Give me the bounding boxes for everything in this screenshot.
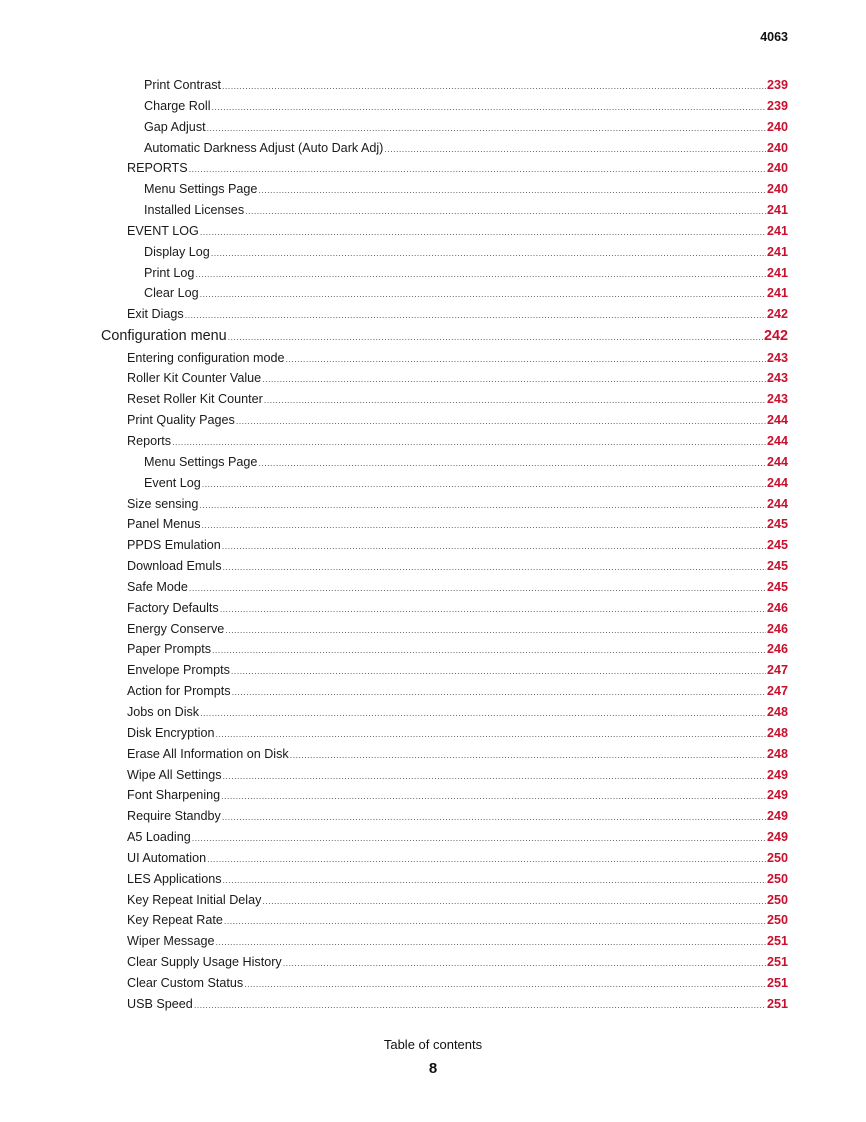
toc-entry[interactable]	[100, 663, 788, 684]
toc-entry-title[interactable]: USB Speed	[127, 996, 193, 1011]
toc-entry-page-link[interactable]: 249	[766, 809, 788, 824]
toc-entry[interactable]	[100, 622, 788, 643]
toc-entry-page-link[interactable]: 241	[766, 265, 788, 280]
toc-entry-page-link[interactable]: 241	[766, 286, 788, 301]
toc-entry[interactable]	[100, 726, 788, 747]
toc-entry[interactable]	[100, 476, 788, 497]
toc-entry-page-link[interactable]: 250	[766, 892, 788, 907]
toc-entry-title[interactable]: Wipe All Settings	[127, 767, 222, 782]
toc-entry[interactable]	[100, 768, 788, 789]
toc-entry-title[interactable]: Automatic Darkness Adjust (Auto Dark Adj)	[144, 140, 384, 155]
toc-dot-leader	[202, 521, 766, 530]
toc-entry-page-link[interactable]: 243	[766, 371, 788, 386]
toc-entry-page-link[interactable]: 240	[766, 182, 788, 197]
toc-entry[interactable]	[100, 684, 788, 705]
toc-entry-title[interactable]: Font Sharpening	[127, 788, 221, 803]
toc-dot-leader	[224, 917, 766, 926]
toc-dot-leader	[192, 834, 766, 843]
toc-entry-page-link[interactable]: 242	[766, 307, 788, 322]
toc-entry[interactable]	[100, 392, 788, 413]
toc-entry-title[interactable]: Clear Custom Status	[127, 975, 244, 990]
toc-entry-page-link[interactable]: 244	[766, 454, 788, 469]
toc-entry-title[interactable]: Wiper Message	[127, 934, 215, 949]
toc-entry[interactable]	[100, 182, 788, 203]
toc-entry-page-link[interactable]: 250	[766, 871, 788, 886]
toc-dot-leader	[212, 646, 766, 655]
toc-dot-leader	[223, 563, 766, 572]
toc-entry-page-link[interactable]: 246	[766, 642, 788, 657]
toc-dot-leader	[202, 480, 766, 489]
toc-entry[interactable]	[100, 161, 788, 182]
toc-entry[interactable]	[100, 351, 788, 372]
toc-entry[interactable]	[100, 286, 788, 307]
toc-entry[interactable]	[100, 601, 788, 622]
toc-dot-leader	[220, 605, 766, 614]
toc-entry-page-link[interactable]: 243	[766, 392, 788, 407]
toc-dot-leader	[258, 459, 766, 468]
toc-dot-leader	[244, 980, 766, 989]
toc-entry-page-link[interactable]: 240	[766, 119, 788, 134]
toc-entry-title[interactable]: Size sensing	[127, 496, 199, 511]
toc-entry-title[interactable]: LES Applications	[127, 871, 222, 886]
toc-entry[interactable]	[100, 120, 788, 141]
toc-entry[interactable]	[100, 517, 788, 538]
toc-entry-page-link[interactable]: 241	[766, 244, 788, 259]
toc-entry-title[interactable]: Jobs on Disk	[127, 704, 200, 719]
toc-entry[interactable]	[100, 976, 788, 997]
toc-entry-page-link[interactable]: 251	[766, 975, 788, 990]
toc-dot-leader	[194, 1001, 766, 1010]
toc-entry-title[interactable]: Action for Prompts	[127, 684, 231, 699]
toc-dot-leader	[189, 584, 766, 593]
toc-dot-leader	[207, 124, 766, 133]
toc-entry[interactable]	[100, 307, 788, 328]
toc-dot-leader	[258, 186, 766, 195]
toc-dot-leader	[262, 375, 766, 384]
toc-entry[interactable]	[100, 893, 788, 914]
toc-dot-leader	[384, 145, 766, 154]
toc-dot-leader	[216, 938, 766, 947]
toc-entry[interactable]	[100, 809, 788, 830]
toc-entry-page-link[interactable]: 240	[766, 140, 788, 155]
toc-entry-title[interactable]: Energy Conserve	[127, 621, 225, 636]
toc-entry[interactable]	[100, 830, 788, 851]
toc-entry-title[interactable]: UI Automation	[127, 850, 207, 865]
toc-entry[interactable]	[100, 497, 788, 518]
toc-dot-leader	[216, 730, 766, 739]
toc-entry[interactable]	[100, 434, 788, 455]
toc-entry-title[interactable]: Print Log	[144, 265, 195, 280]
toc-dot-leader	[286, 355, 766, 364]
toc-entry-page-link[interactable]: 251	[766, 934, 788, 949]
toc-dot-leader	[223, 876, 766, 885]
toc-entry-title[interactable]: Safe Mode	[127, 579, 188, 594]
toc-dot-leader	[200, 228, 766, 237]
toc-dot-leader	[236, 417, 766, 426]
toc-dot-leader	[225, 626, 766, 635]
toc-entry-page-link[interactable]: 248	[766, 746, 788, 761]
toc-entry[interactable]	[100, 455, 788, 476]
toc-dot-leader	[264, 396, 766, 405]
toc-entry-title[interactable]: Require Standby	[127, 809, 221, 824]
toc-entry-title[interactable]: PPDS Emulation	[127, 538, 221, 553]
toc-entry-page-link[interactable]: 246	[766, 600, 788, 615]
toc-entry[interactable]	[100, 913, 788, 934]
toc-entry-page-link[interactable]: 245	[766, 559, 788, 574]
toc-entry[interactable]	[100, 851, 788, 872]
toc-dot-leader	[200, 709, 766, 718]
toc-entry-page-link[interactable]: 249	[766, 830, 788, 845]
toc-entry-title[interactable]: Roller Kit Counter Value	[127, 371, 262, 386]
toc-entry-title[interactable]: Exit Diags	[127, 307, 184, 322]
toc-entry-title[interactable]: Print Quality Pages	[127, 413, 235, 428]
toc-entry[interactable]	[100, 99, 788, 120]
toc-entry-page-link[interactable]: 244	[766, 475, 788, 490]
toc-entry-title[interactable]: Menu Settings Page	[144, 182, 258, 197]
toc-entry[interactable]	[100, 705, 788, 726]
toc-dot-leader	[283, 959, 766, 968]
toc-dot-leader	[222, 813, 766, 822]
toc-entry-page-link[interactable]: 251	[766, 996, 788, 1011]
toc-dot-leader	[245, 207, 766, 216]
document-model-number: 4063	[760, 30, 788, 44]
toc-entry-page-link[interactable]: 245	[766, 517, 788, 532]
toc-dot-leader	[290, 751, 766, 760]
toc-entry-title[interactable]: Paper Prompts	[127, 642, 211, 657]
toc-entry-page-link[interactable]: 248	[766, 725, 788, 740]
toc-entry[interactable]	[100, 997, 788, 1018]
toc-entry-title[interactable]: Print Contrast	[144, 78, 221, 92]
toc-entry-page-link[interactable]: 251	[766, 955, 788, 970]
footer-page-number: 8	[428, 1060, 438, 1077]
toc-entry-title[interactable]: Clear Supply Usage History	[127, 955, 282, 970]
toc-entry-title[interactable]: Reports	[127, 434, 172, 448]
toc-entry[interactable]	[100, 371, 788, 392]
toc-entry-page-link[interactable]: 250	[766, 850, 788, 865]
toc-dot-leader	[185, 311, 766, 320]
toc-dot-leader	[200, 290, 766, 299]
toc-entry-title[interactable]: Reset Roller Kit Counter	[127, 392, 263, 407]
toc-entry-page-link[interactable]: 248	[766, 704, 788, 719]
toc-entry[interactable]	[100, 747, 788, 768]
toc-entry-title[interactable]: Factory Defaults	[127, 600, 219, 615]
toc-entry[interactable]	[100, 245, 788, 266]
toc-entry-page-link[interactable]: 241	[766, 203, 788, 218]
toc-entry-title[interactable]: Envelope Prompts	[127, 663, 230, 678]
toc-entry-title[interactable]: Disk Encryption	[127, 725, 215, 740]
toc-entry-title[interactable]: Key Repeat Rate	[127, 913, 223, 928]
toc-entry[interactable]	[100, 78, 788, 99]
toc-entry[interactable]	[100, 872, 788, 893]
toc-entry-page-link[interactable]: 245	[766, 579, 788, 594]
toc-entry-page-link[interactable]: 239	[766, 98, 788, 113]
toc-dot-leader	[223, 772, 766, 781]
toc-entry[interactable]	[100, 141, 788, 162]
toc-entry-page-link[interactable]: 244	[766, 496, 788, 511]
toc-dot-leader	[211, 249, 766, 258]
toc-entry-title[interactable]: Installed Licenses	[144, 203, 245, 218]
toc-entry[interactable]	[100, 934, 788, 955]
toc-entry[interactable]	[100, 224, 788, 245]
toc-dot-leader	[189, 165, 766, 174]
toc-dot-leader	[221, 792, 766, 801]
toc-entry-page-link[interactable]: 244	[766, 413, 788, 428]
toc-dot-leader	[207, 855, 766, 864]
toc-dot-leader	[262, 897, 766, 906]
toc-dot-leader	[232, 688, 766, 697]
toc-entry[interactable]	[100, 580, 788, 601]
toc-entry-title[interactable]: Panel Menus	[127, 517, 201, 532]
toc-dot-leader	[195, 270, 766, 279]
toc-entry-page-link[interactable]: 240	[766, 161, 788, 176]
toc-dot-leader	[212, 103, 766, 112]
toc-entry[interactable]	[100, 203, 788, 224]
toc-entry-title[interactable]: Charge Roll	[144, 98, 211, 113]
toc-entry-title[interactable]: REPORTS	[127, 161, 188, 176]
toc-entry[interactable]	[100, 955, 788, 976]
footer-section-label: Table of contents	[383, 1037, 483, 1052]
toc-entry-title[interactable]: A5 Loading	[127, 830, 191, 845]
toc-entry[interactable]	[100, 413, 788, 434]
toc-entry-title[interactable]: Entering configuration mode	[127, 350, 285, 365]
toc-entry-page-link[interactable]: 245	[766, 538, 788, 553]
toc-entry-page-link[interactable]: 249	[766, 788, 788, 803]
toc-entry-title[interactable]: Erase All Information on Disk	[127, 746, 289, 761]
toc-entry-page-link[interactable]: 247	[766, 684, 788, 699]
toc-entry-title[interactable]: EVENT LOG	[127, 223, 199, 238]
toc-entry-title[interactable]: Download Emuls	[127, 559, 222, 574]
toc-entry-page-link[interactable]: 241	[766, 223, 788, 238]
toc-entry[interactable]	[100, 538, 788, 559]
toc-entry[interactable]	[100, 328, 788, 351]
toc-entry-page-link[interactable]: 239	[766, 78, 788, 92]
toc-entry-title[interactable]: Key Repeat Initial Delay	[127, 892, 262, 907]
toc-entry-title[interactable]: Display Log	[144, 244, 210, 259]
toc-entry[interactable]	[100, 642, 788, 663]
table-of-contents	[100, 78, 788, 1018]
toc-entry-page-link[interactable]: 244	[766, 434, 788, 448]
toc-entry[interactable]	[100, 266, 788, 287]
toc-entry-page-link[interactable]: 242	[763, 328, 788, 345]
toc-entry-page-link[interactable]: 247	[766, 663, 788, 678]
toc-entry-page-link[interactable]: 243	[766, 350, 788, 365]
toc-entry[interactable]	[100, 788, 788, 809]
toc-entry-page-link[interactable]: 246	[766, 621, 788, 636]
toc-dot-leader	[228, 333, 763, 342]
toc-entry-title[interactable]: Configuration menu	[101, 328, 227, 345]
toc-entry-title[interactable]: Event Log	[144, 475, 201, 490]
toc-entry-title[interactable]: Menu Settings Page	[144, 454, 258, 469]
toc-entry[interactable]	[100, 559, 788, 580]
toc-dot-leader	[172, 438, 766, 447]
toc-entry-title[interactable]: Gap Adjust	[144, 119, 206, 134]
toc-dot-leader	[199, 501, 766, 510]
toc-entry-page-link[interactable]: 249	[766, 767, 788, 782]
toc-entry-title[interactable]: Clear Log	[144, 286, 199, 301]
toc-dot-leader	[231, 667, 766, 676]
toc-dot-leader	[222, 542, 766, 551]
toc-entry-page-link[interactable]: 250	[766, 913, 788, 928]
toc-dot-leader	[222, 82, 766, 91]
